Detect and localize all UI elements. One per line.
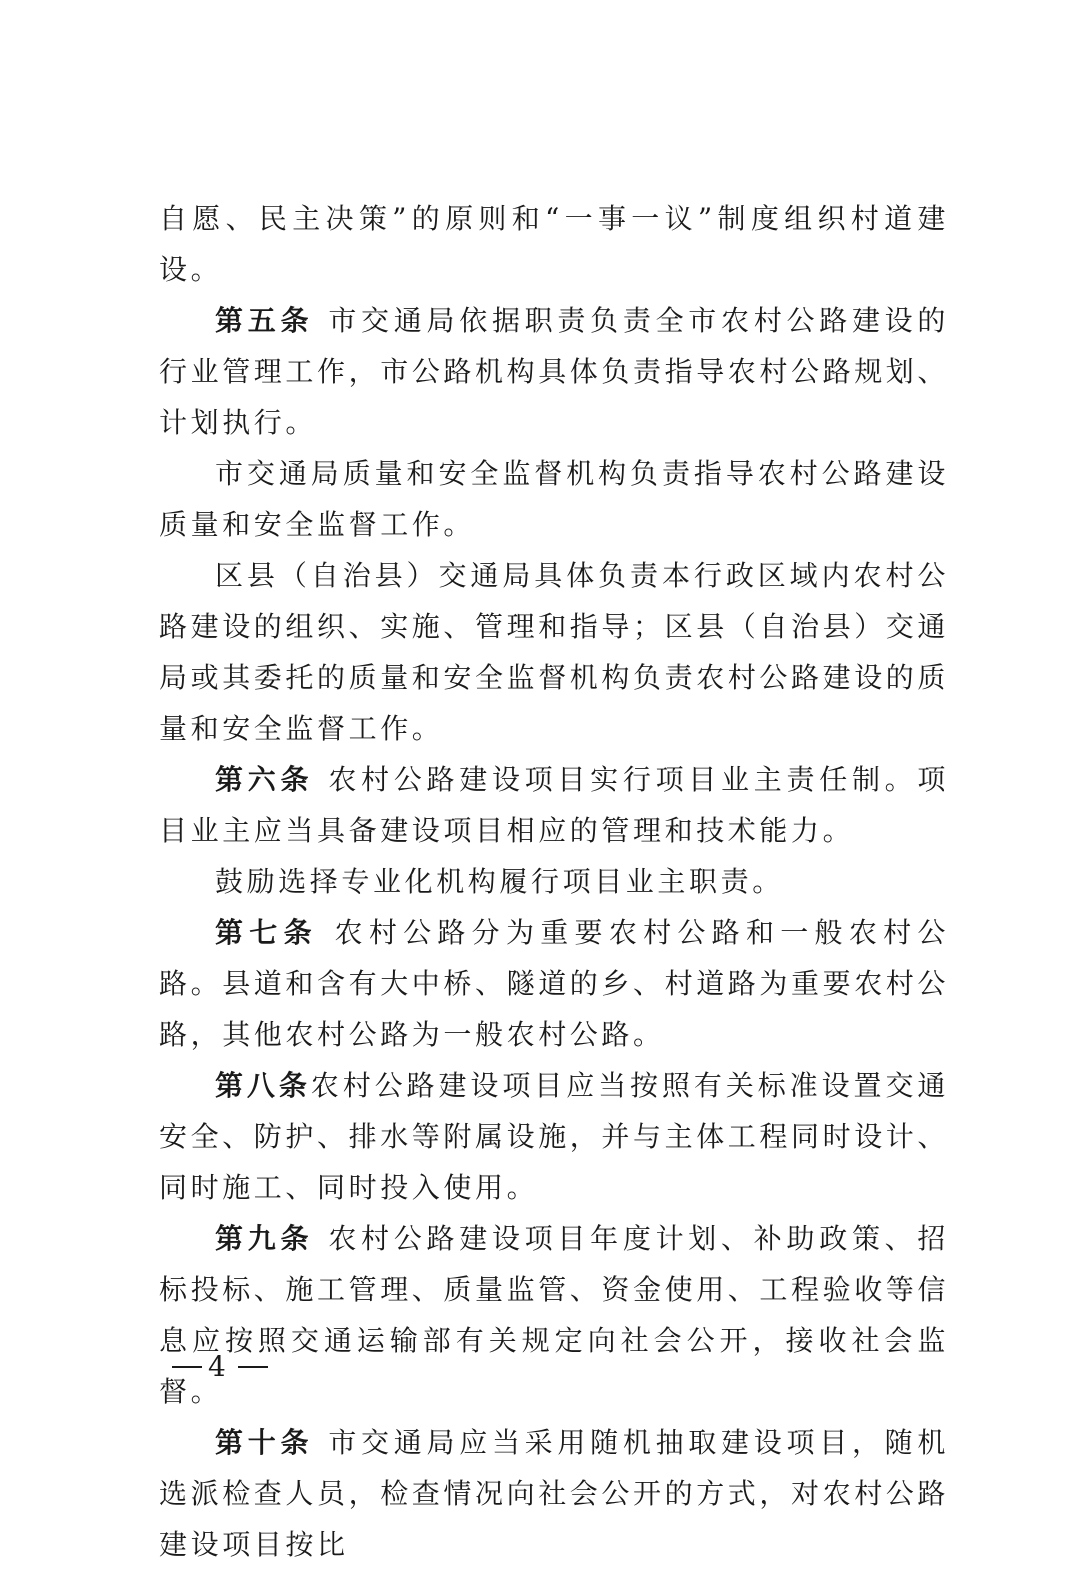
page-number-value: 4 [208,1350,232,1383]
paragraph-text: 农村公路分为重要农村公路和一般农村公路。县道和含有大中桥、隧道的乡、村道路为重要农村公路，其他农村公路为一般农村公路。 [159,916,950,1051]
article-paragraph [159,1417,949,1570]
article-number: 第九条 [215,1222,314,1255]
article-number: 第六条 [215,763,314,796]
article-paragraph [159,295,949,448]
paragraph [159,550,949,754]
paragraph-text: 市交通局依据职责负责全市农村公路建设的行业管理工作，市公路机构具体负责指导农村公路规划、计划执行。 [159,304,950,439]
paragraph [159,448,949,550]
dash-left [172,1366,202,1368]
page-number [172,1350,268,1383]
paragraph-text: 农村公路建设项目年度计划、补助政策、招标投标、施工管理、质量监管、资金使用、工程验收等信息应按照交通运输部有关规定向社会公开，接收社会监督。 [159,1222,950,1408]
article-number: 第五条 [215,304,314,337]
article-number: 第八条 [215,1069,311,1102]
paragraph-text: 自愿、民主决策”的原则和“一事一议”制度组织村道建设。 [159,202,949,286]
article-number: 第十条 [215,1426,314,1459]
article-number: 第七条 [215,916,318,949]
paragraph [159,193,949,295]
article-paragraph [159,1213,949,1417]
document-body [159,193,949,1570]
paragraph-text: 农村公路建设项目实行项目业主责任制。项目业主应当具备建设项目相应的管理和技术能力。 [159,763,949,847]
article-paragraph [159,1060,949,1213]
article-paragraph [159,907,949,1060]
dash-right [238,1366,268,1368]
paragraph-text: 农村公路建设项目应当按照有关标准设置交通安全、防护、排水等附属设施，并与主体工程同时设计、同时施工、同时投入使用。 [159,1069,950,1204]
paragraph-text: 市交通局应当采用随机抽取建设项目，随机选派检查人员，检查情况向社会公开的方式，对农村公路建设项目按比 [159,1426,950,1561]
paragraph-text: 鼓励选择专业化机构履行项目业主职责。 [215,865,784,898]
paragraph-text: 市交通局质量和安全监督机构负责指导农村公路建设质量和安全监督工作。 [159,457,949,541]
paragraph [159,856,949,907]
article-paragraph [159,754,949,856]
paragraph-text: 区县（自治县）交通局具体负责本行政区域内农村公路建设的组织、实施、管理和指导；区县（自治县）交通局或其委托的质量和安全监督机构负责农村公路建设的质量和安全监督工作。 [159,559,950,745]
